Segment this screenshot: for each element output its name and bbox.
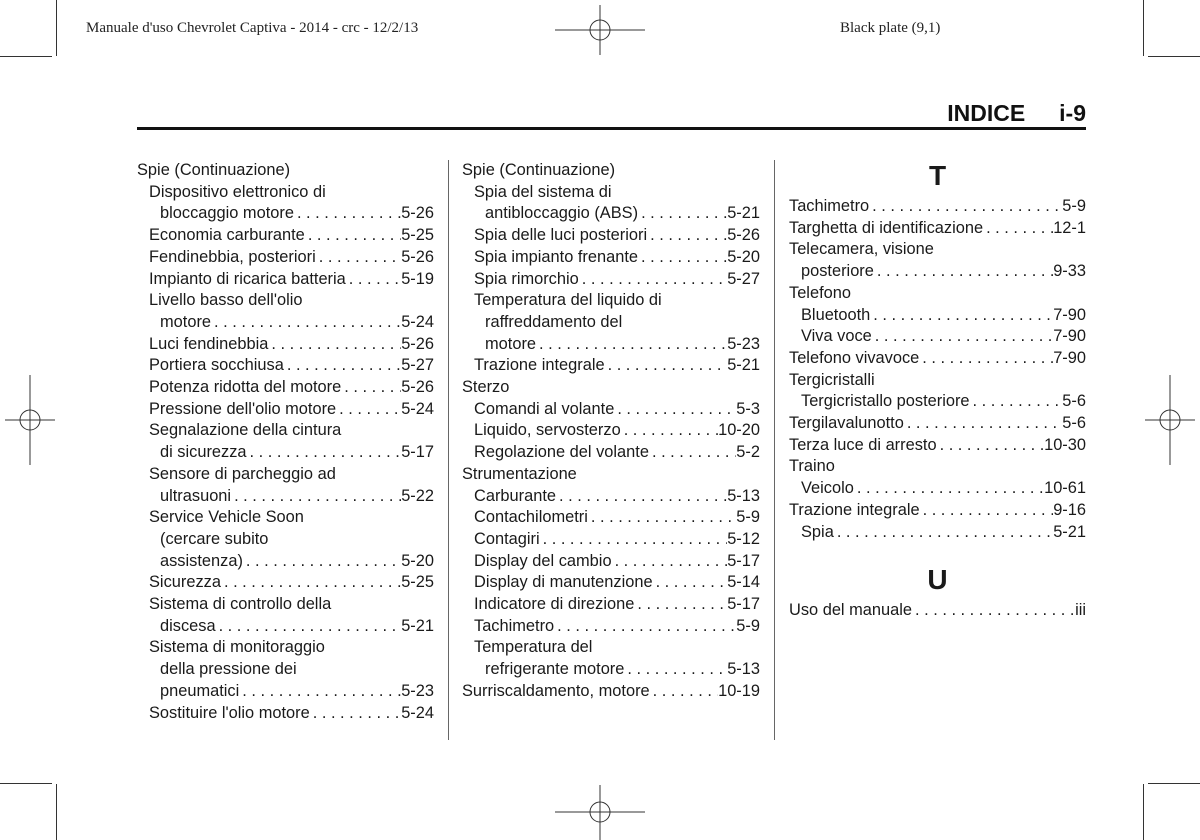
dot-leader <box>872 326 1053 348</box>
index-entry <box>462 486 760 508</box>
index-entry-label: Strumentazione <box>462 464 577 483</box>
index-entry <box>462 182 760 204</box>
dot-leader <box>634 594 727 616</box>
index-entry <box>789 239 1086 261</box>
index-entry <box>137 464 434 486</box>
index-entry-label: Targhetta di identificazione <box>789 218 984 237</box>
index-page-ref: 5-13 <box>727 660 760 679</box>
index-entry-label: Portiera socchiusa <box>149 356 284 375</box>
index-page-ref: 5-26 <box>401 334 434 353</box>
index-entry <box>789 261 1086 283</box>
index-entry-label: Pressione dell'olio motore <box>149 399 337 418</box>
index-entry <box>137 399 434 421</box>
index-column-1 <box>137 160 434 724</box>
index-entry-label: Surriscaldamento, motore <box>462 681 650 700</box>
index-page-ref: 5-24 <box>401 703 434 722</box>
index-entry <box>789 522 1086 544</box>
dot-leader <box>231 486 401 508</box>
index-entry-label: della pressione dei <box>160 660 297 679</box>
index-page-ref: 5-21 <box>727 204 760 223</box>
crop-line <box>1148 783 1200 784</box>
index-entry <box>789 600 1086 622</box>
index-entry <box>137 247 434 269</box>
print-header-left: Manuale d'uso Chevrolet Captiva - 2014 - crc - 12/2/13 <box>86 20 419 36</box>
dot-leader <box>937 435 1044 457</box>
index-entry-label: (cercare subito <box>160 529 269 548</box>
dot-leader <box>341 377 401 399</box>
index-entry <box>462 247 760 269</box>
index-entry-label: Viva voce <box>801 327 872 346</box>
index-entry-label: Tachimetro <box>474 616 555 635</box>
index-entry-label: Potenza ridotta del motore <box>149 378 342 397</box>
index-entry <box>137 182 434 204</box>
column-divider <box>448 160 449 740</box>
index-entry <box>137 312 434 334</box>
index-page-ref: 5-26 <box>727 226 760 245</box>
index-entry-label: Sistema di monitoraggio <box>149 638 325 657</box>
index-page-ref: 12-1 <box>1053 218 1086 237</box>
index-entry-label: Temperatura del liquido di <box>474 291 662 310</box>
index-entry-label: Veicolo <box>801 479 854 498</box>
dot-leader <box>653 572 728 594</box>
index-page-ref: 5-22 <box>401 486 434 505</box>
dot-leader <box>540 529 728 551</box>
index-entry-label: Display di manutenzione <box>474 573 653 592</box>
dot-leader <box>854 478 1044 500</box>
dot-leader <box>605 355 728 377</box>
index-page-ref: 7-90 <box>1053 305 1086 324</box>
index-entry-label: Tergilavalunotto <box>789 414 904 433</box>
index-page-ref: 9-16 <box>1053 500 1086 519</box>
dot-leader <box>268 334 401 356</box>
index-page-ref: 5-20 <box>727 247 760 266</box>
index-entry <box>789 413 1086 435</box>
index-entry-label: posteriore <box>801 262 874 281</box>
index-entry-label: ultrasuoni <box>160 486 232 505</box>
registration-mark-left-icon <box>5 375 55 465</box>
index-entry <box>462 334 760 356</box>
dot-leader <box>647 225 727 247</box>
index-page-ref: 5-24 <box>401 399 434 418</box>
index-entry <box>137 290 434 312</box>
column-divider <box>774 160 775 740</box>
index-entry-label: Telecamera, visione <box>789 240 934 259</box>
index-page-ref: 5-6 <box>1062 414 1086 433</box>
index-entry <box>789 196 1086 218</box>
index-entry <box>789 283 1086 305</box>
index-entry-label: Regolazione del volante <box>474 443 649 462</box>
index-entry <box>137 529 434 551</box>
index-letter-heading: T <box>928 160 947 191</box>
index-entry-label: Liquido, servosterzo <box>474 421 621 440</box>
index-page-ref: 5-2 <box>736 443 760 462</box>
dot-leader <box>556 486 727 508</box>
index-entry-label: discesa <box>160 616 216 635</box>
index-entry <box>789 370 1086 392</box>
index-page-ref: 5-12 <box>727 529 760 548</box>
index-entry-label: Trazione integrale <box>474 356 605 375</box>
dot-leader <box>221 572 401 594</box>
index-entry <box>789 456 1086 478</box>
index-page-ref: 5-17 <box>401 443 434 462</box>
index-page-ref: iii <box>1075 601 1086 620</box>
index-page-ref: 5-20 <box>401 551 434 570</box>
index-entry-label: Traino <box>789 457 835 476</box>
index-page-ref: 7-90 <box>1053 327 1086 346</box>
index-entry <box>462 355 760 377</box>
index-page-ref: 5-26 <box>401 378 434 397</box>
registration-mark-bottom-icon <box>555 785 645 840</box>
index-entry-label: Comandi al volante <box>474 399 615 418</box>
registration-mark-right-icon <box>1145 375 1195 465</box>
dot-leader <box>614 399 736 421</box>
index-entry-label: Indicatore di direzione <box>474 595 635 614</box>
index-entry-label: Fendinebbia, posteriori <box>149 247 316 266</box>
index-entry <box>789 326 1086 348</box>
index-page-ref: 5-26 <box>401 204 434 223</box>
index-page-ref: 5-21 <box>727 356 760 375</box>
index-entry-label: Carburante <box>474 486 557 505</box>
index-entry <box>789 348 1086 370</box>
dot-leader <box>579 269 727 291</box>
dot-leader <box>612 551 728 573</box>
section-spacer <box>789 543 1086 564</box>
dot-leader <box>870 305 1053 327</box>
crop-line <box>1143 0 1144 56</box>
index-entry <box>137 594 434 616</box>
index-entry-label: bloccaggio motore <box>160 204 294 223</box>
index-entry <box>137 225 434 247</box>
index-page-ref: 9-33 <box>1053 262 1086 281</box>
dot-leader <box>624 659 727 681</box>
dot-leader <box>284 355 401 377</box>
index-page-ref: 5-13 <box>727 486 760 505</box>
index-entry-label: Service Vehicle Soon <box>149 508 304 527</box>
index-entry <box>789 500 1086 522</box>
index-entry <box>462 203 760 225</box>
index-entry-label: Dispositivo elettronico di <box>149 182 326 201</box>
index-entry-label: Telefono vivavoce <box>789 348 920 367</box>
dot-leader <box>638 203 727 225</box>
index-entry <box>137 334 434 356</box>
dot-leader <box>970 391 1063 413</box>
dot-leader <box>904 413 1062 435</box>
index-page-ref: 5-14 <box>727 573 760 592</box>
dot-leader <box>834 522 1053 544</box>
index-entry-label: Economia carburante <box>149 226 305 245</box>
index-entry <box>137 637 434 659</box>
index-entry <box>462 551 760 573</box>
page-title <box>913 100 1086 127</box>
index-entry <box>462 442 760 464</box>
index-entry <box>137 160 434 182</box>
index-page-ref: 10-20 <box>718 421 760 440</box>
index-page-ref: 10-30 <box>1044 435 1086 454</box>
index-page-ref: 5-24 <box>401 312 434 331</box>
index-page-ref: 5-23 <box>401 681 434 700</box>
index-entry <box>462 312 760 334</box>
index-entry-label: Spia <box>801 522 834 541</box>
index-entry-label: pneumatici <box>160 681 240 700</box>
index-entry-label: Sterzo <box>462 378 510 397</box>
index-entry <box>462 377 760 399</box>
index-entry <box>789 218 1086 240</box>
index-entry-label: Terza luce di arresto <box>789 435 937 454</box>
dot-leader <box>243 551 401 573</box>
index-entry <box>462 594 760 616</box>
index-entry <box>462 681 760 703</box>
index-entry <box>462 399 760 421</box>
index-entry <box>462 464 760 486</box>
index-entry-label: motore <box>160 312 212 331</box>
index-entry-label: Impianto di ricarica batteria <box>149 269 346 288</box>
index-entry <box>137 572 434 594</box>
index-entry <box>137 203 434 225</box>
index-entry <box>789 435 1086 457</box>
index-page-ref: 5-26 <box>401 247 434 266</box>
index-entry <box>462 269 760 291</box>
dot-leader <box>650 681 718 703</box>
dot-leader <box>588 507 736 529</box>
dot-leader <box>211 312 401 334</box>
index-entry-label: Livello basso dell'olio <box>149 291 303 310</box>
index-page-ref: 5-9 <box>736 508 760 527</box>
index-entry <box>137 507 434 529</box>
dot-leader <box>638 247 727 269</box>
crop-line <box>1143 784 1144 840</box>
dot-leader <box>621 420 718 442</box>
index-column-2 <box>462 160 760 703</box>
index-entry <box>137 681 434 703</box>
index-entry <box>462 160 760 182</box>
dot-leader <box>912 600 1075 622</box>
index-entry-label: Spia delle luci posteriori <box>474 226 648 245</box>
dot-leader <box>216 616 402 638</box>
section-title: INDICE <box>947 100 1026 126</box>
index-entry-label: Spie (Continuazione) <box>462 161 616 179</box>
page-number: i-9 <box>1059 100 1086 126</box>
crop-line <box>0 783 52 784</box>
dot-leader <box>305 225 401 247</box>
index-page-ref: 5-21 <box>401 616 434 635</box>
index-entry-label: Spia del sistema di <box>474 182 612 201</box>
index-page-ref: 5-17 <box>727 551 760 570</box>
index-page-ref: 5-23 <box>727 334 760 353</box>
index-column-3 <box>789 160 1086 622</box>
dot-leader <box>554 616 736 638</box>
index-entry-label: Uso del manuale <box>789 601 913 620</box>
index-entry-label: Spia rimorchio <box>474 269 579 288</box>
index-entry <box>137 355 434 377</box>
index-entry-label: Tergicristalli <box>789 370 875 389</box>
index-page-ref: 5-6 <box>1062 392 1086 411</box>
index-page-ref: 10-61 <box>1044 479 1086 498</box>
dot-leader <box>346 269 401 291</box>
index-entry <box>462 659 760 681</box>
dot-leader <box>920 500 1054 522</box>
dot-leader <box>536 334 727 356</box>
dot-leader <box>239 681 401 703</box>
index-entry-label: refrigerante motore <box>485 660 625 679</box>
dot-leader <box>316 247 401 269</box>
index-page-ref: 5-25 <box>401 226 434 245</box>
index-entry-label: Sicurezza <box>149 573 221 592</box>
index-entry-label: assistenza) <box>160 551 243 570</box>
index-entry-label: Spie (Continuazione) <box>137 161 291 179</box>
index-entry <box>789 478 1086 500</box>
index-entry <box>789 305 1086 327</box>
index-page-ref: 5-9 <box>736 616 760 635</box>
index-entry <box>462 529 760 551</box>
index-page-ref: 5-3 <box>736 399 760 418</box>
dot-leader <box>649 442 736 464</box>
index-entry-label: Tergicristallo posteriore <box>801 392 970 411</box>
index-entry <box>137 659 434 681</box>
index-entry-label: Trazione integrale <box>789 500 920 519</box>
index-page-ref: 5-19 <box>401 269 434 288</box>
index-entry-label: motore <box>485 334 537 353</box>
crop-line <box>0 56 52 57</box>
index-entry <box>462 616 760 638</box>
index-entry <box>789 391 1086 413</box>
index-entry <box>137 703 434 725</box>
dot-leader <box>294 203 401 225</box>
index-page-ref: 5-17 <box>727 595 760 614</box>
index-entry <box>137 442 434 464</box>
index-page-ref: 10-19 <box>718 681 760 700</box>
index-entry-label: Sensore di parcheggio ad <box>149 464 336 483</box>
crop-line <box>56 0 57 56</box>
index-page-ref: 5-9 <box>1062 197 1086 215</box>
registration-mark-top-icon <box>555 5 645 55</box>
index-page-ref: 7-90 <box>1053 348 1086 367</box>
index-page-ref: 5-27 <box>727 269 760 288</box>
index-entry <box>462 225 760 247</box>
crop-line <box>1148 56 1200 57</box>
dot-leader <box>919 348 1053 370</box>
index-entry-label: Segnalazione della cintura <box>149 421 342 440</box>
print-header-right: Black plate (9,1) <box>840 20 941 36</box>
dot-leader <box>247 442 402 464</box>
title-rule <box>137 127 1086 130</box>
index-entry-label: di sicurezza <box>160 443 247 462</box>
index-entry <box>462 507 760 529</box>
index-letter-heading: U <box>927 564 948 596</box>
index-entry-label: Display del cambio <box>474 551 612 570</box>
dot-leader <box>983 218 1053 240</box>
index-entry <box>137 377 434 399</box>
index-entry-label: Temperatura del <box>474 638 593 657</box>
index-page-ref: 5-27 <box>401 356 434 375</box>
index-entry <box>137 616 434 638</box>
index-entry-label: Sostituire l'olio motore <box>149 703 310 722</box>
index-entry-label: Spia impianto frenante <box>474 247 639 266</box>
index-entry-label: Telefono <box>789 283 851 302</box>
index-entry <box>137 269 434 291</box>
index-entry <box>137 551 434 573</box>
dot-leader <box>869 196 1062 218</box>
index-entry-label: Luci fendinebbia <box>149 334 269 353</box>
index-entry <box>462 420 760 442</box>
index-entry-label: Contagiri <box>474 529 540 548</box>
crop-line <box>56 784 57 840</box>
index-entry-label: raffreddamento del <box>485 312 623 331</box>
index-entry-label: Tachimetro <box>789 197 870 215</box>
index-entry-label: Contachilometri <box>474 508 588 527</box>
index-entry <box>462 290 760 312</box>
dot-leader <box>310 703 401 725</box>
index-entry <box>137 486 434 508</box>
index-entry-label: Bluetooth <box>801 305 871 324</box>
dot-leader <box>336 399 401 421</box>
index-entry-label: antibloccaggio (ABS) <box>485 204 639 223</box>
index-entry <box>137 420 434 442</box>
index-entry-label: Sistema di controllo della <box>149 595 332 614</box>
index-entry <box>462 572 760 594</box>
index-entry <box>462 637 760 659</box>
index-page-ref: 5-21 <box>1053 522 1086 541</box>
index-page-ref: 5-25 <box>401 573 434 592</box>
dot-leader <box>874 261 1053 283</box>
